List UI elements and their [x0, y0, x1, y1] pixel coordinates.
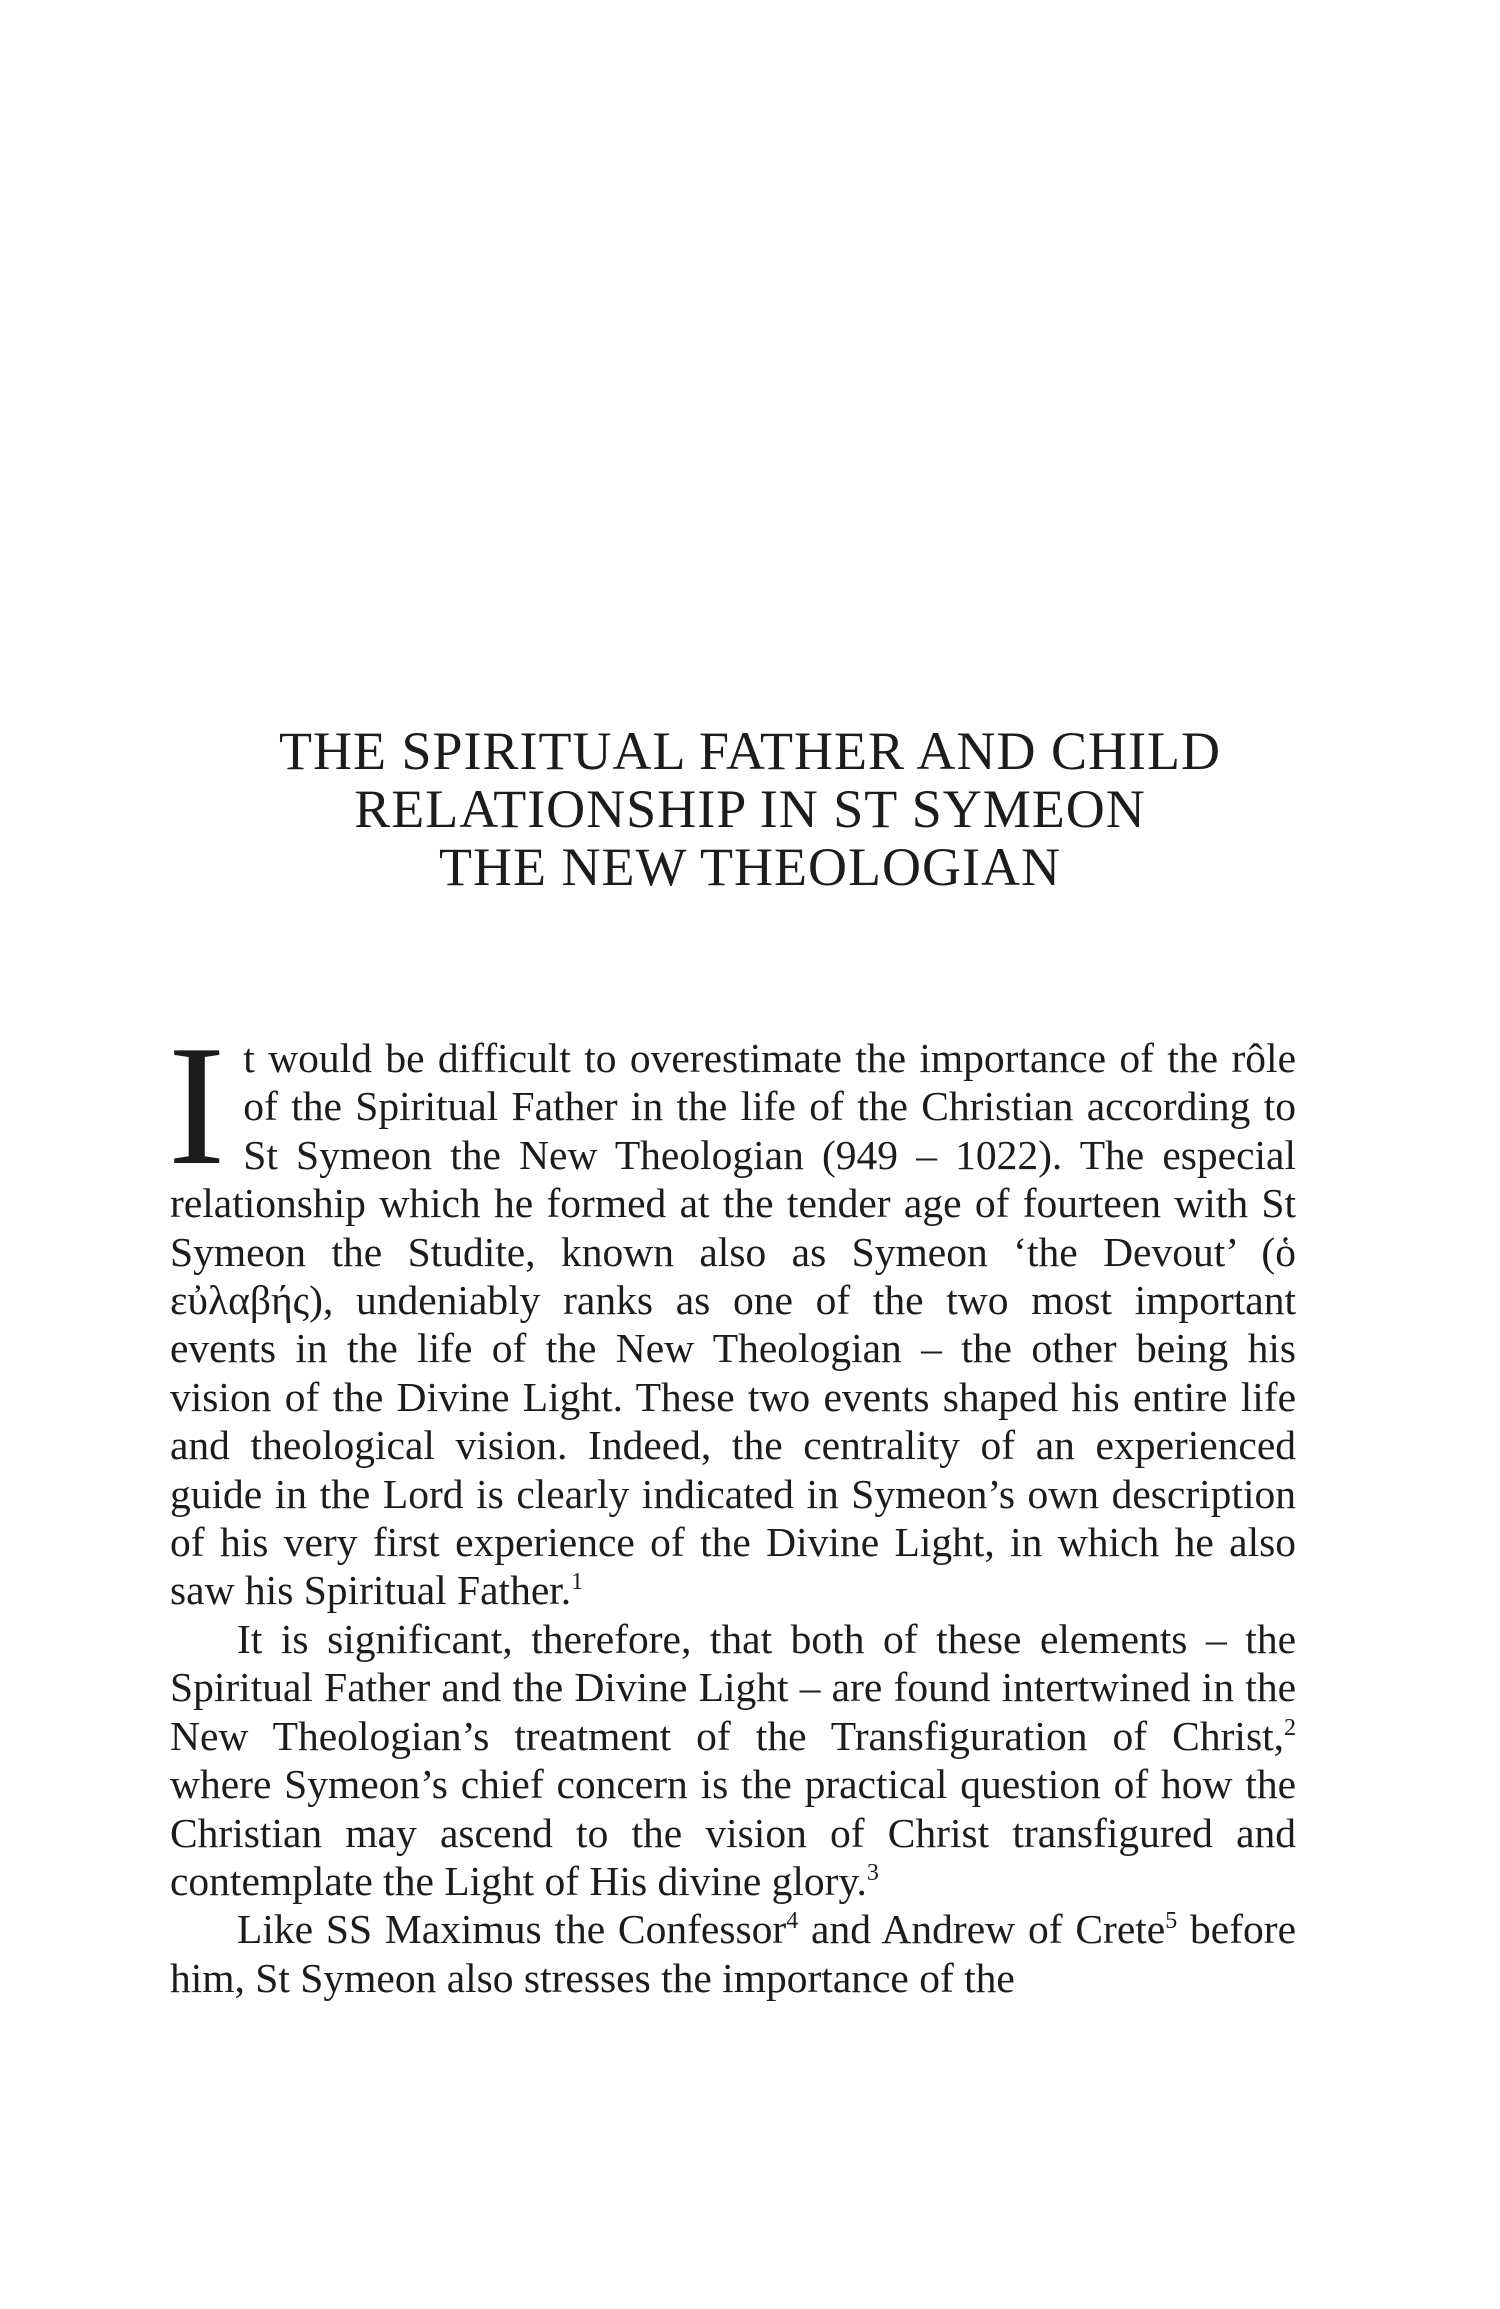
paragraph-3	[170, 1905, 1296, 2002]
footnote-ref-4: 4	[786, 1908, 799, 1935]
paragraph-1	[168, 1011, 1296, 1615]
paragraph-1-text: t would be difficult to overestimate the importance of the rôle of the Spiritual Father in the life of the Christian according to St Symeon the New Theologian (949 – 1022). The especial relationship which he formed at the tender age of fourteen with St Symeon the Studite, known also as Symeon ‘the Devout’ (ὁ εὐλαβής), undeniably ranks as one of the two most important events in the life of the New Theologian – the other being his vision of the Divine Light. These two events shaped his entire life and theological vision. Indeed, the centrality of an experienced guide in the Lord is clearly indicated in Symeon’s own description of his very first experience of the Divine Light, in which he also saw his Spiritual Father.	[170, 1035, 1296, 1614]
footnote-ref-1: 1	[571, 1569, 584, 1596]
paragraph-3-text-c: before him, St Symeon also stresses the importance of the	[170, 1906, 1297, 2001]
footnote-ref-2: 2	[1284, 1714, 1296, 1741]
paragraph-3-text-a: Like SS Maximus the Confessor	[237, 1906, 787, 1953]
chapter-title-line-1: THE SPIRITUAL FATHER AND CHILD	[279, 721, 1221, 781]
paragraph-2-text-a: It is significant, therefore, that both of these elements – the Spiritual Father and the Divine Light – are found intertwined in the New Theologian’s treatment of the Transfiguration of Christ,	[170, 1615, 1296, 1759]
chapter-title-line-2: RELATIONSHIP IN ST SYMEON	[354, 779, 1146, 839]
chapter-title-line-3: THE NEW THEOLOGIAN	[439, 837, 1061, 897]
chapter-title	[150, 722, 1350, 896]
footnote-ref-5: 5	[1165, 1908, 1178, 1935]
footnote-ref-3: 3	[866, 1860, 879, 1887]
paragraph-3-text-b: and Andrew of Crete	[798, 1906, 1166, 1953]
paragraph-2-text-b: where Symeon’s chief concern is the practical question of how the Christian may ascend to the vision of Christ transfigured and contemplate the Light of His divine glory.	[170, 1761, 1296, 1904]
paragraph-2	[170, 1615, 1296, 1905]
body-text	[168, 1011, 1297, 2002]
drop-cap: I	[168, 1011, 226, 1201]
